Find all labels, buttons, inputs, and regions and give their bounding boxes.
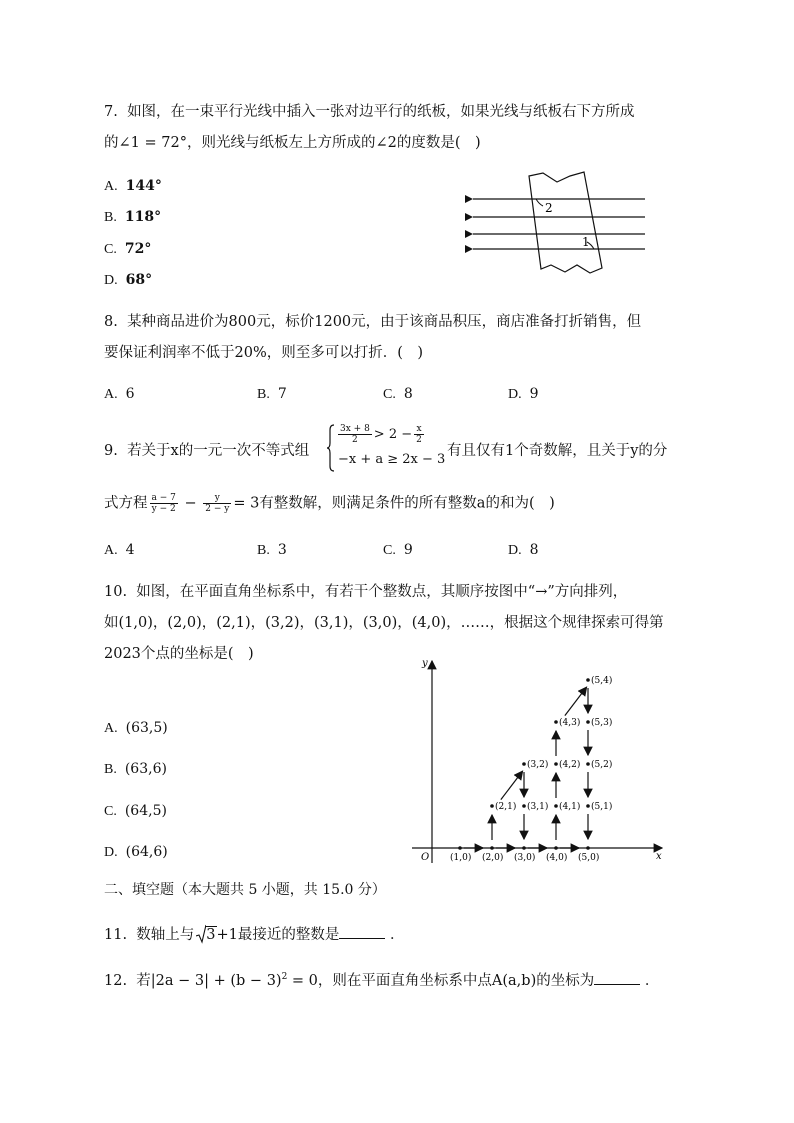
q9-ineq-2: −x + a ≥ 2x − 3 xyxy=(338,452,446,467)
radical-icon xyxy=(196,924,206,944)
q11-line: 11. 数轴上与 3+1最接近的整数是 ． xyxy=(104,924,405,945)
lattice-point xyxy=(522,804,526,808)
q8-option-c[interactable]: C. 8 xyxy=(383,386,413,402)
q11-number: 11. xyxy=(104,927,128,943)
q9-option-d[interactable]: D. 8 xyxy=(508,542,539,558)
lattice-point xyxy=(554,762,558,766)
q9-text-pre: 若关于x的一元一次不等式组 xyxy=(127,443,310,459)
q8-line1 xyxy=(104,312,641,332)
section-heading: 二、填空题（本大题共 5 小题，共 15.0 分） xyxy=(104,882,386,898)
q10-line2: 如(1,0)，(2,0)，(2,1)，(3,2)，(3,1)，(3,0)，(4,0)，……，根据这个规律探索可得第 xyxy=(104,615,664,631)
q8-option-a[interactable]: A. 6 xyxy=(104,386,135,402)
lattice-point xyxy=(458,846,462,850)
point-label: (4,2) xyxy=(559,760,581,770)
point-label: (5,1) xyxy=(591,802,613,812)
q10-option-c[interactable]: C. (64,5) xyxy=(104,803,167,819)
q7-line1 xyxy=(104,102,635,122)
q10-number: 10. xyxy=(104,584,128,600)
lattice-point xyxy=(586,804,590,808)
q10-line1 xyxy=(104,582,627,602)
point-label: (4,3) xyxy=(559,718,581,728)
point-label: (2,0) xyxy=(482,853,504,863)
q9-option-a[interactable]: A. 4 xyxy=(104,542,135,558)
q7-option-d[interactable]: D. 68° xyxy=(104,272,153,288)
point-label: (3,0) xyxy=(514,853,536,863)
q11-answer-blank[interactable] xyxy=(339,924,385,939)
point-label: (5,2) xyxy=(591,760,613,770)
lattice-point xyxy=(522,846,526,850)
q10-option-a[interactable]: A. (63,5) xyxy=(104,720,168,736)
path-arrow xyxy=(501,771,523,799)
x-axis-label: x xyxy=(656,851,662,862)
lattice-point xyxy=(490,846,494,850)
q9-ineq-1: $\frac{3x + 8}{2}$ > 2 − $\frac{x}{2}$ xyxy=(340,424,422,445)
q10-coordinate-graph xyxy=(410,655,670,867)
q7-option-c[interactable]: C. 72° xyxy=(104,241,152,257)
q9-line2: 式方程 $\frac{a - 7}{y - 2}$ − $\frac{y}{2 - y}$ = 3有整数解，则满足条件的所有整数a的和为( ) xyxy=(104,493,555,514)
point-label: (5,4) xyxy=(591,676,613,686)
origin-label: O xyxy=(421,852,430,863)
q12-answer-blank[interactable] xyxy=(594,970,640,985)
q9-inequality-system xyxy=(326,424,451,472)
lattice-point xyxy=(586,720,590,724)
point-label: (5,3) xyxy=(591,718,613,728)
q7-text-1: 如图，在一束平行光线中插入一张对边平行的纸板，如果光线与纸板右下方所成 xyxy=(127,104,635,120)
lattice-point xyxy=(586,678,590,682)
point-label: (1,0) xyxy=(450,853,472,863)
point-label: (5,0) xyxy=(578,853,600,863)
q8-option-b[interactable]: B. 7 xyxy=(257,386,287,402)
lattice-point xyxy=(554,720,558,724)
point-label: (3,2) xyxy=(527,760,549,770)
lattice-point xyxy=(586,762,590,766)
point-label: (4,1) xyxy=(559,802,581,812)
point-label: (4,0) xyxy=(546,853,568,863)
brace-icon xyxy=(326,424,336,472)
q12-line: 12. 若$|2a - 3| + (b - 3)^2 = 0$，则在平面直角坐标系中点A(a,b)的坐标为 ． xyxy=(104,967,659,991)
path-arrow xyxy=(565,687,587,715)
lattice-point xyxy=(586,846,590,850)
point-label: (2,1) xyxy=(495,802,517,812)
q7-option-a[interactable]: A. 144° xyxy=(104,178,162,194)
paper-board xyxy=(529,172,602,273)
lattice-point xyxy=(554,804,558,808)
angle1-label: 1 xyxy=(582,235,590,249)
q9-line1-pre xyxy=(104,441,309,461)
point-label: (3,1) xyxy=(527,802,549,812)
q10-option-d[interactable]: D. (64,6) xyxy=(104,844,168,860)
q9-line1-post: 有且仅有1个奇数解，且关于y的分 xyxy=(447,443,668,459)
q10-option-b[interactable]: B. (63,6) xyxy=(104,761,167,777)
sqrt-symbol: 3 xyxy=(196,925,216,945)
lattice-point xyxy=(490,804,494,808)
y-axis-label: y xyxy=(422,658,428,669)
q9-option-c[interactable]: C. 9 xyxy=(383,542,413,558)
angle2-label: 2 xyxy=(545,201,553,215)
q9-option-b[interactable]: B. 3 xyxy=(257,542,287,558)
q9-number: 9. xyxy=(104,443,118,459)
q7-line2: 的∠1 = 72°，则光线与纸板左上方所成的∠2的度数是( ) xyxy=(104,135,481,151)
lattice-point xyxy=(522,762,526,766)
q8-line2: 要保证利润率不低于20%，则至多可以打折．( ) xyxy=(104,345,424,361)
lattice-point xyxy=(554,846,558,850)
angle2-arc xyxy=(536,199,543,206)
q8-number: 8. xyxy=(104,314,118,330)
q7-option-b[interactable]: B. 118° xyxy=(104,209,162,225)
q8-text-1: 某种商品进价为800元，标价1200元，由于该商品积压，商店准备打折销售，但 xyxy=(127,314,642,330)
q8-option-d[interactable]: D. 9 xyxy=(508,386,539,402)
q7-figure xyxy=(465,170,655,280)
q10-line3: 2023个点的坐标是( ) xyxy=(104,646,254,662)
q12-number: 12. xyxy=(104,972,128,989)
q7-number: 7. xyxy=(104,104,118,120)
q10-text-1: 如图，在平面直角坐标系中，有若干个整数点，其顺序按图中“→”方向排列， xyxy=(136,584,628,600)
